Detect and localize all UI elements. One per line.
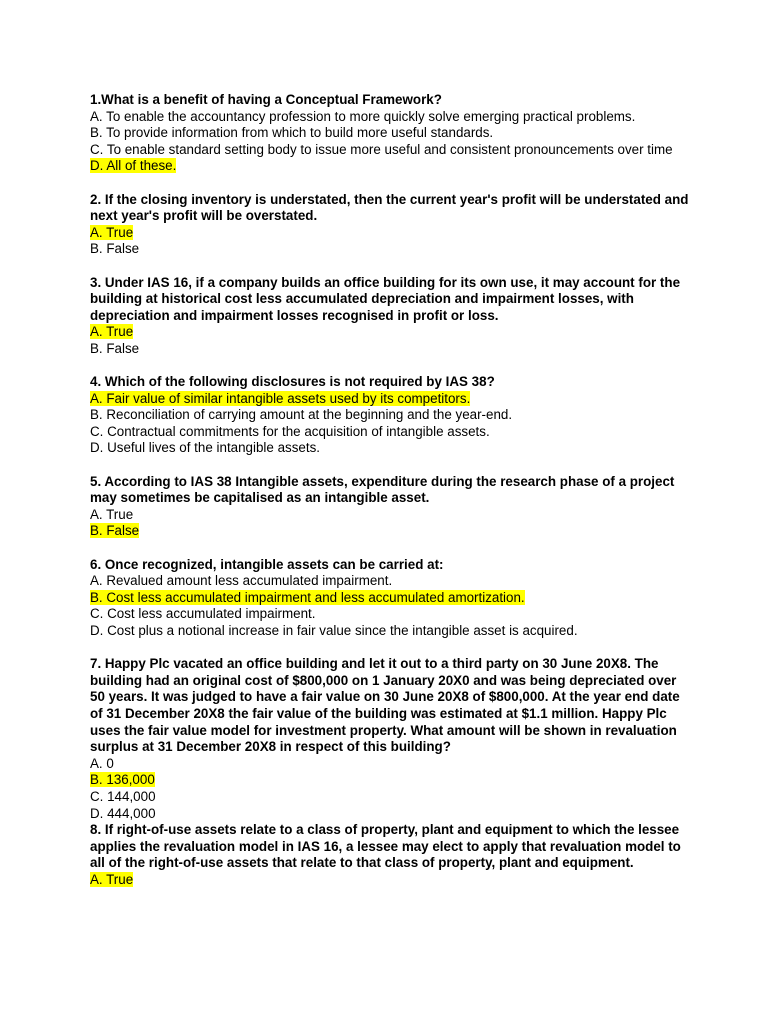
question-7 bbox=[90, 656, 690, 822]
question-6 bbox=[90, 557, 690, 640]
question-1 bbox=[90, 92, 690, 175]
answer-option: B. False bbox=[90, 241, 140, 257]
answer-option: B. False bbox=[90, 340, 140, 356]
answer-option: B. To provide information from which to build more useful standards. bbox=[90, 125, 494, 141]
question-text: 5. According to IAS 38 Intangible assets, expenditure during the research phase of a project may sometimes be capitalised as an intangible asset. bbox=[90, 473, 675, 506]
question-text: 3. Under IAS 16, if a company builds an office building for its own use, it may account for the building at historical cost less accumulated depreciation and impairment losses, with depreciation and impairment losses recognised in profit or loss. bbox=[90, 274, 681, 323]
correct-answer-option: A. True bbox=[90, 324, 134, 340]
question-8 bbox=[90, 822, 690, 888]
question-text: 4. Which of the following disclosures is not required by IAS 38? bbox=[90, 374, 495, 390]
correct-answer-option: D. All of these. bbox=[90, 158, 177, 174]
answer-option: A. Revalued amount less accumulated impairment. bbox=[90, 573, 393, 589]
question-5 bbox=[90, 474, 690, 540]
question-4 bbox=[90, 374, 690, 457]
answer-option: C. To enable standard setting body to issue more useful and consistent pronouncements over time bbox=[90, 141, 673, 157]
answer-option: C. Contractual commitments for the acquisition of intangible assets. bbox=[90, 423, 490, 439]
answer-option: C. Cost less accumulated impairment. bbox=[90, 606, 316, 622]
answer-option: B. Reconciliation of carrying amount at the beginning and the year-end. bbox=[90, 407, 513, 423]
answer-option: D. 444,000 bbox=[90, 805, 156, 821]
correct-answer-option: B. 136,000 bbox=[90, 772, 155, 788]
correct-answer-option: A. True bbox=[90, 224, 134, 240]
answer-option: D. Cost plus a notional increase in fair value since the intangible asset is acquired. bbox=[90, 623, 578, 638]
question-3 bbox=[90, 275, 690, 358]
correct-answer-option: B. Cost less accumulated impairment and less accumulated amortization. bbox=[90, 589, 525, 605]
answer-option: A. To enable the accountancy profession to more quickly solve emerging practical problems. bbox=[90, 108, 636, 124]
question-text: 8. If right-of-use assets relate to a class of property, plant and equipment to which the lessee applies the revaluation model in IAS 16, a lessee may elect to apply that revaluation model to all of the right-of-use assets that relate to that class of property, plant and equipment. bbox=[90, 822, 681, 871]
document-page bbox=[90, 92, 690, 889]
correct-answer-option: B. False bbox=[90, 523, 140, 539]
answer-option: D. Useful lives of the intangible assets. bbox=[90, 440, 320, 456]
question-text: 2. If the closing inventory is understated, then the current year's profit will be understated and next year's profit will be overstated. bbox=[90, 191, 689, 224]
answer-option: A. 0 bbox=[90, 755, 114, 771]
question-text: 1.What is a benefit of having a Conceptual Framework? bbox=[90, 92, 442, 107]
answer-option: C. 144,000 bbox=[90, 788, 156, 804]
question-text: 6. Once recognized, intangible assets can be carried at: bbox=[90, 556, 444, 572]
correct-answer-option: A. True bbox=[90, 871, 134, 887]
answer-option: A. True bbox=[90, 506, 134, 522]
question-text: 7. Happy Plc vacated an office building and let it out to a third party on 30 June 20X8. The building had an original cost of $800,000 on 1 January 20X0 and was being depreciated over 50 years. It was judged to have a fair value on 30 June 20X8 of $800,000. At the year end date of 31 December 20X8 the fair value of the building was estimated at $1.1 million. Happy Plc uses the fair value model for investment property. What amount will be shown in revaluation surplus at 31 December 20X8 in respect of this building? bbox=[90, 656, 680, 755]
correct-answer-option: A. Fair value of similar intangible assets used by its competitors. bbox=[90, 390, 471, 406]
question-2 bbox=[90, 192, 690, 258]
